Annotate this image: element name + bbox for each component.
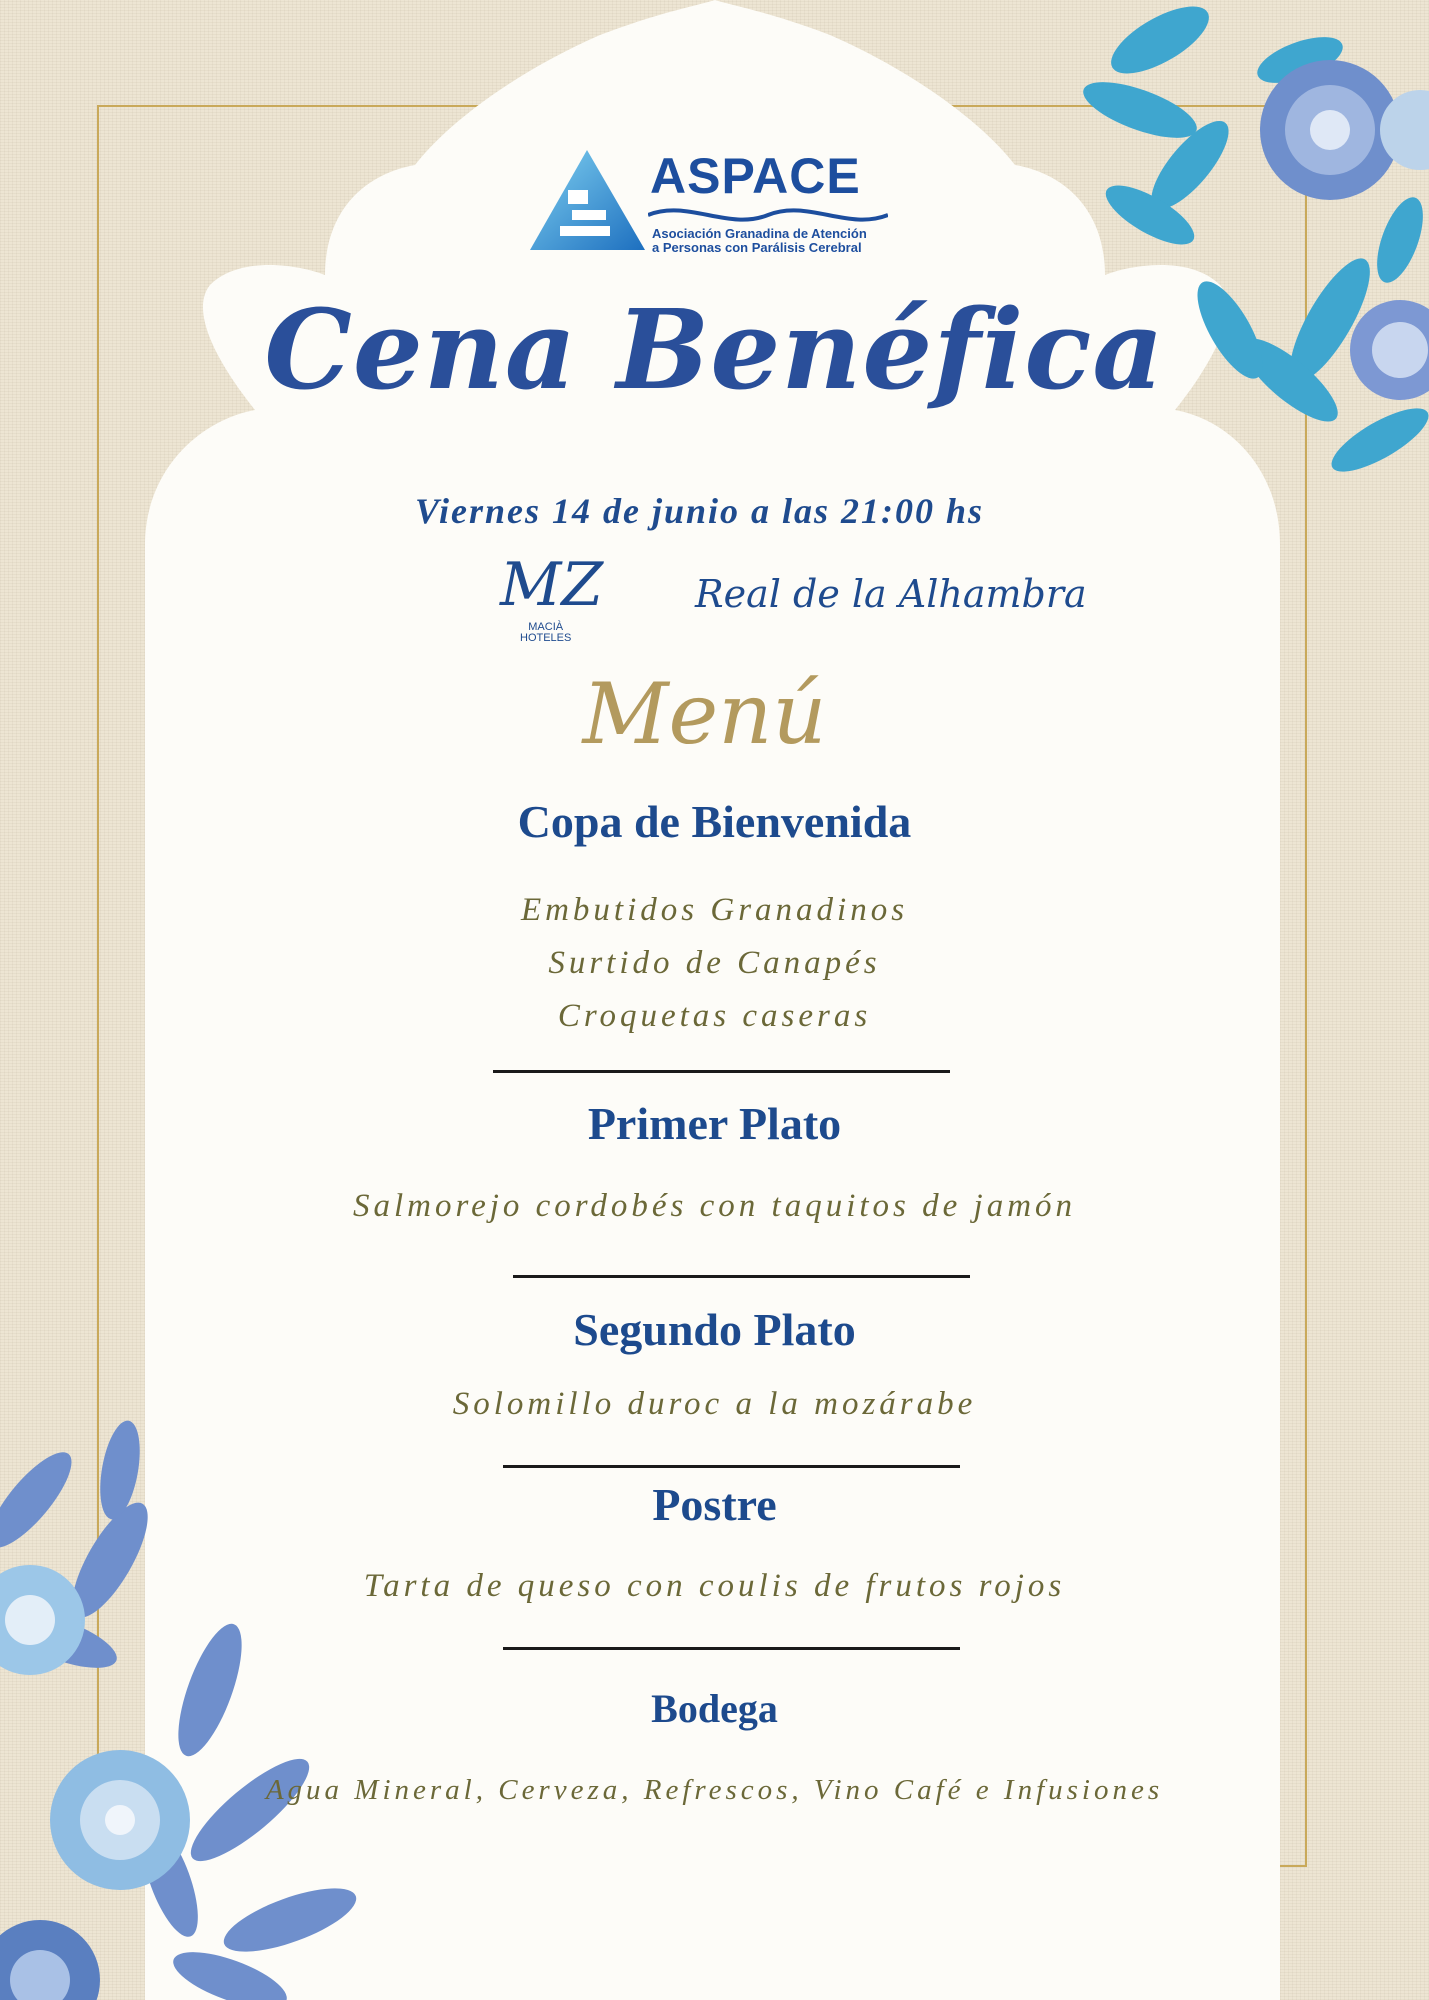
menu-item: Tarta de queso con coulis de frutos rojos xyxy=(363,1568,1066,1604)
divider xyxy=(503,1647,960,1650)
menu-heading: Menú xyxy=(582,665,827,763)
divider xyxy=(513,1275,970,1278)
logo-name: ASPACE xyxy=(650,148,861,204)
logo-subtitle-line2: a Personas con Parálisis Cerebral xyxy=(652,240,862,255)
macia-logo-mark: MZ xyxy=(500,550,604,620)
divider xyxy=(493,1070,950,1073)
menu-item: Solomillo duroc a la mozárabe xyxy=(452,1386,977,1422)
section-title: Copa de Bienvenida xyxy=(517,796,912,847)
event-title: Cena Benéfica xyxy=(264,285,1165,414)
menu-item: Surtido de Canapés xyxy=(548,945,881,981)
venue-name: Real de la Alhambra xyxy=(695,572,1087,616)
menu-item: Salmorejo cordobés con taquitos de jamón xyxy=(352,1188,1077,1224)
menu-item: Embutidos Granadinos xyxy=(520,892,909,928)
menu-item: Agua Mineral, Cerveza, Refrescos, Vino Café e Infusiones xyxy=(265,1774,1164,1806)
divider xyxy=(503,1465,960,1468)
section-title: Primer Plato xyxy=(587,1098,842,1149)
aspace-logo xyxy=(530,145,900,260)
macia-logo-text: MACIÀ HOTELES xyxy=(520,621,572,644)
wave-icon xyxy=(648,203,888,227)
logo-subtitle-line1: Asociación Granadina de Atención xyxy=(652,226,867,241)
section-title: Bodega xyxy=(651,1686,778,1731)
section-title: Segundo Plato xyxy=(573,1304,856,1355)
event-date: Viernes 14 de junio a las 21:00 hs xyxy=(414,491,985,531)
logo-subtitle xyxy=(652,227,867,255)
menu-item: Croquetas caseras xyxy=(557,998,872,1034)
section-title: Postre xyxy=(652,1479,777,1530)
macia-hoteles-logo xyxy=(500,550,640,650)
aspace-logo-icon xyxy=(530,150,645,255)
